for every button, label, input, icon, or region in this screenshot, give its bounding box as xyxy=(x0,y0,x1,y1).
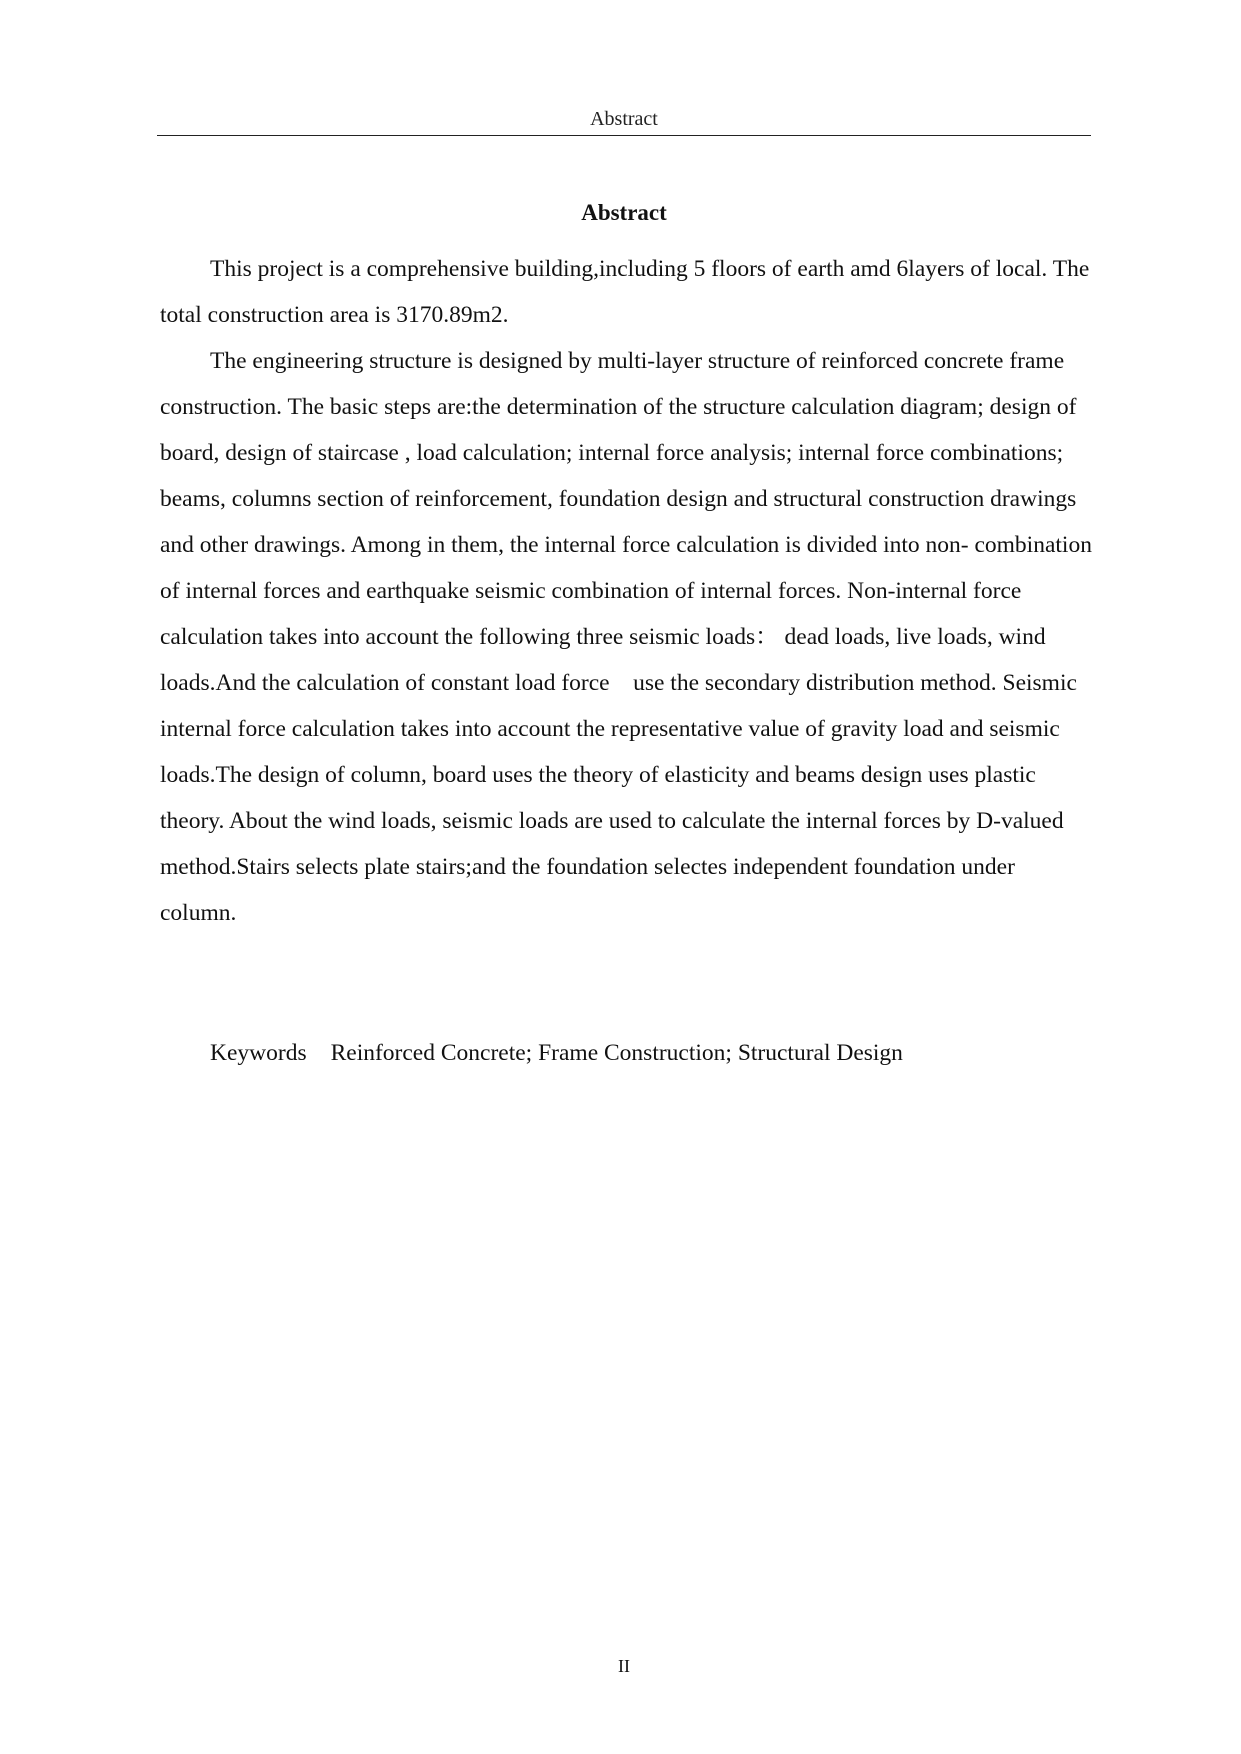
keywords-line xyxy=(210,1030,903,1076)
header-rule xyxy=(157,135,1091,136)
abstract-paragraph-1: This project is a comprehensive building,including 5 floors of earth amd 6layers of local. The total construction area is 3170.89m2. xyxy=(160,256,1090,328)
abstract-body xyxy=(160,246,1098,936)
abstract-title: Abstract xyxy=(581,200,667,225)
keywords-list: Reinforced Concrete; Frame Construction; Structural Design xyxy=(330,1040,903,1066)
abstract-paragraph-2: The engineering structure is designed by multi-layer structure of reinforced concrete frame construction. The basic steps are:the determination of the structure calculation diagram; design of board, design of staircase , load calculation; internal force analysis; internal force combinations; beams, columns section of reinforcement, foundation design and structural construction drawings and other drawings. Among in them, the internal force calculation is divided into non- combination of internal forces and earthquake seismic combination of internal forces. Non-internal force calculation takes into account the following three seismic loads： dead loads, live loads, wind loads.And the calculation of constant load force use the secondary distribution method. Seismic internal force calculation takes into account the representative value of gravity load and seismic loads.The design of column, board uses the theory of elasticity and beams design uses plastic theory. About the wind loads, seismic loads are used to calculate the internal forces by D-valued method.Stairs selects plate stairs;and the foundation selectes independent foundation under column. xyxy=(160,348,1098,926)
running-header: Abstract xyxy=(590,108,658,130)
page-number: II xyxy=(618,1656,630,1676)
keywords-label: Keywords xyxy=(210,1040,307,1066)
